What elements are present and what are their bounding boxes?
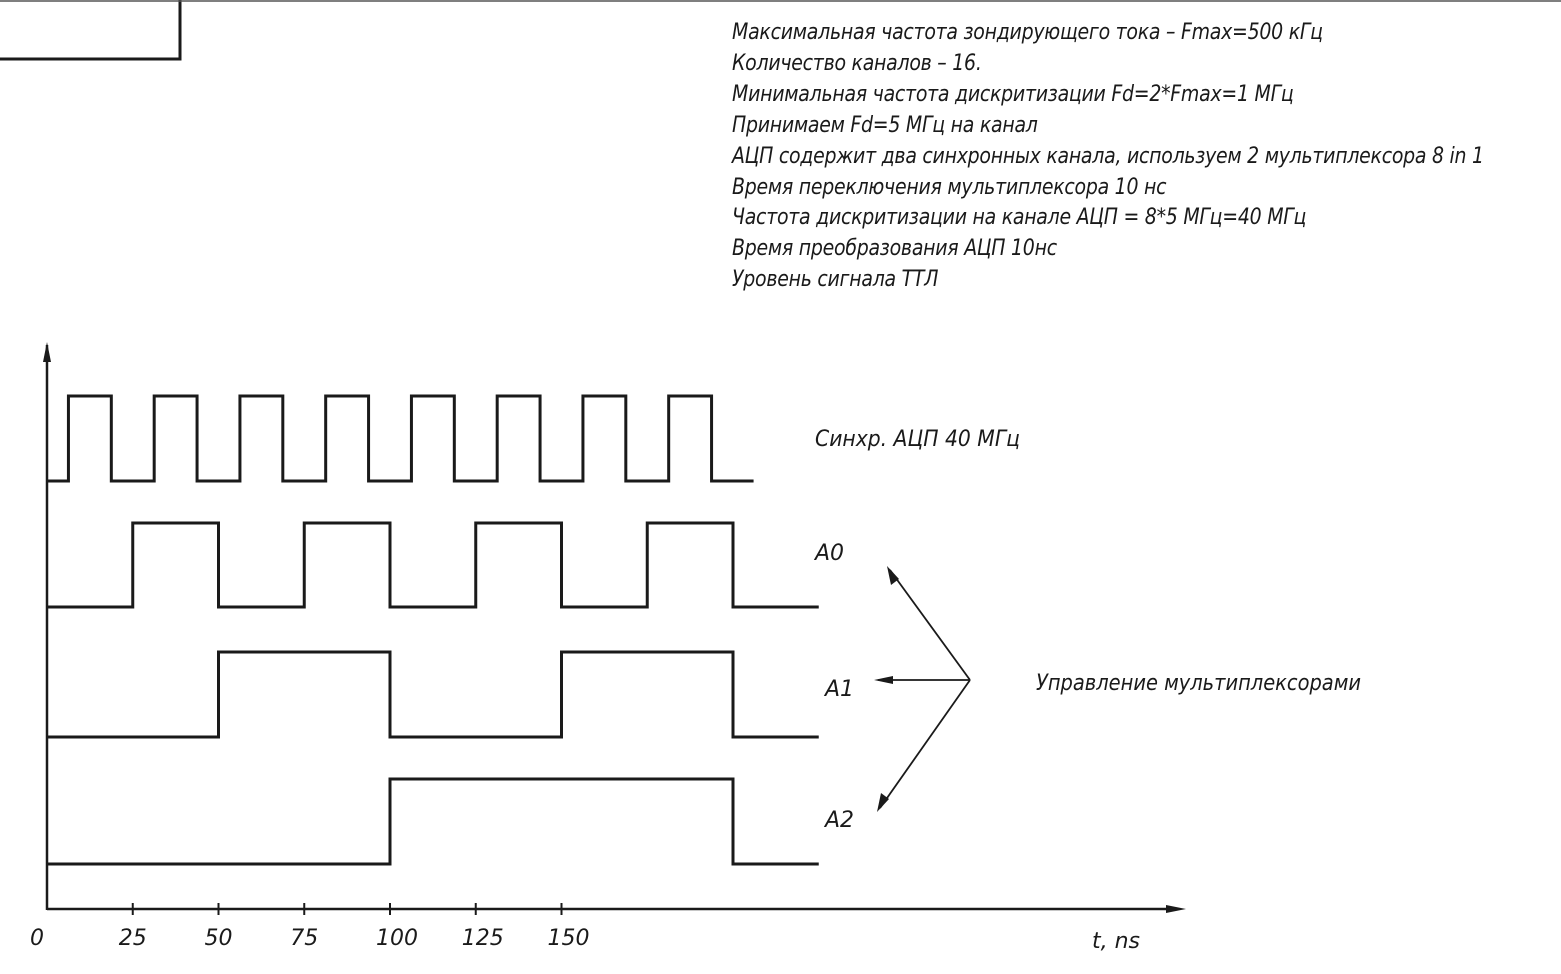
arrow-to-a0	[887, 566, 899, 585]
frame-corner	[0, 0, 180, 59]
spec-line: Время переключения мультиплексора 10 нс	[732, 175, 1167, 200]
x-tick-label: 100	[376, 926, 418, 951]
signal-waveforms	[47, 396, 1020, 864]
arrow-to-a2	[877, 793, 889, 812]
spec-line: Время преобразования АЦП 10нс	[732, 236, 1057, 261]
y-axis-arrow	[43, 342, 51, 362]
signal-label-a0: A0	[815, 541, 845, 566]
x-tick-label: 25	[118, 926, 147, 951]
x-tick-label: 150	[547, 926, 590, 951]
spec-line: Количество каналов – 16.	[732, 51, 982, 76]
arrow-heads	[874, 566, 899, 812]
waveform-a0	[47, 523, 819, 607]
x-tick-label: 50	[204, 926, 233, 951]
x-axis-arrow	[1166, 905, 1186, 913]
signal-label-a2: A2	[825, 808, 855, 833]
spec-line: Минимальная частота дискритизации Fd=2*Fmax=1 МГц	[732, 82, 1294, 107]
spec-line: Частота дискритизации на канале АЦП = 8*5 МГц=40 МГц	[732, 205, 1307, 230]
x-axis-label: t, ns	[1092, 929, 1141, 954]
spec-line: Максимальная частота зондирующего тока – Fmax=500 кГц	[732, 20, 1323, 45]
x-tick-label: 0	[30, 926, 44, 951]
signal-label-clk: Синхр. АЦП 40 МГц	[815, 427, 1020, 452]
arrow-to-a1	[874, 676, 893, 684]
x-tick-label: 75	[290, 926, 319, 951]
control-arrows	[878, 570, 970, 808]
waveform-a2	[47, 779, 819, 864]
spec-line: АЦП содержит два синхронных канала, используем 2 мультиплексора 8 in 1	[732, 144, 1484, 169]
spec-line: Уровень сигнала ТТЛ	[732, 267, 939, 292]
signal-label-a1: A1	[825, 677, 855, 702]
x-tick-label: 125	[461, 926, 504, 951]
spec-line: Принимаем Fd=5 МГц на канал	[732, 113, 1038, 138]
waveform-clk	[47, 396, 754, 481]
waveform-a1	[47, 652, 819, 737]
mux-control-label: Управление мультиплексорами	[1036, 671, 1361, 696]
